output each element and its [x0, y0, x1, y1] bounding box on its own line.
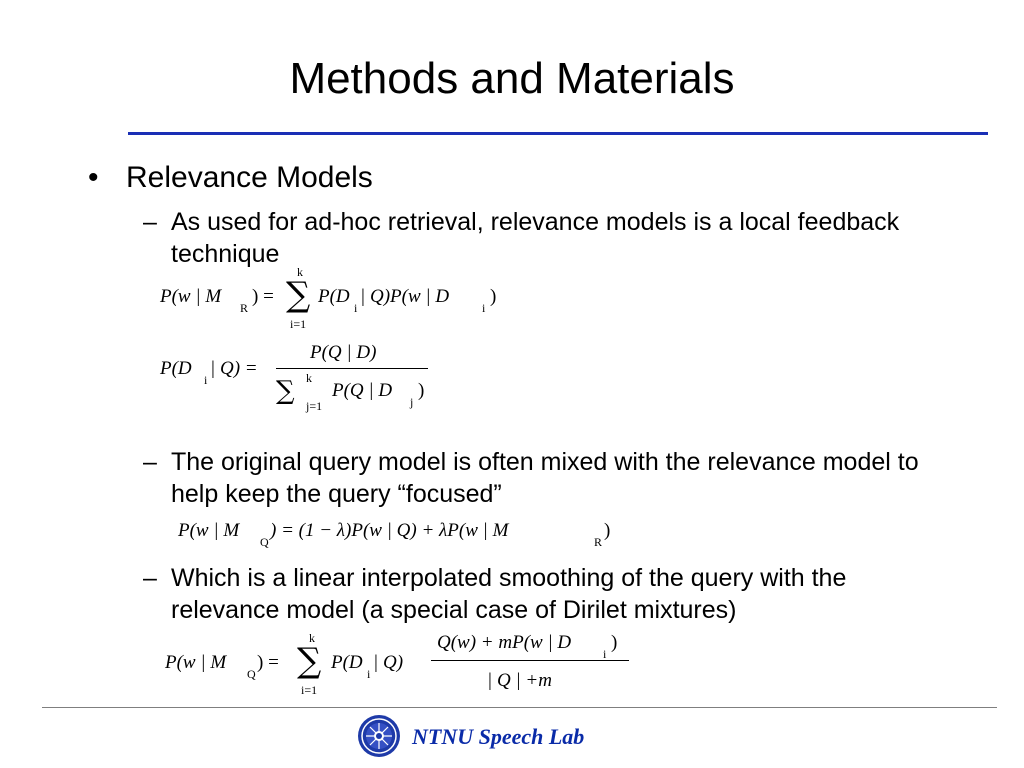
eq2-numerator: P(Q | D) [310, 342, 377, 363]
eq2-lhs-sub: i [204, 373, 208, 387]
eq4-mid-sub: i [367, 667, 371, 681]
eq3-part-a: P(w | M [178, 520, 240, 541]
eq4-denominator: | Q | +m [487, 670, 552, 691]
dash-marker-1: – [143, 208, 157, 236]
bullet-relevance-models: Relevance Models [126, 161, 373, 194]
eq4-lhs: P(w | M [165, 652, 227, 673]
eq1-rhs-close: ) [490, 286, 497, 307]
eq2-lhs: P(D [160, 358, 192, 379]
eq1-sum-sign: ∑ [286, 275, 311, 315]
equation-1 [160, 262, 520, 334]
footer-lab-name: NTNU Speech Lab [412, 724, 585, 749]
eq2-fraction-bar [276, 368, 428, 369]
eq1-lhs-close: ) = [252, 286, 274, 307]
eq4-mid: P(D [331, 652, 363, 673]
equation-3 [178, 518, 638, 550]
eq4-fraction-bar [431, 660, 629, 661]
eq2-sum-sign: ∑ [276, 376, 295, 406]
sub-bullet-1: As used for ad-hoc retrieval, relevance models is a local feedback technique [171, 208, 900, 268]
sub-bullet-2: The original query model is often mixed with the relevance model to help keep the query “focused” [171, 448, 919, 508]
equation-4 [165, 630, 645, 702]
eq2-den-upper: k [306, 371, 312, 385]
slide-title: Methods and Materials [289, 54, 735, 103]
eq4-lhs-close: ) = [257, 652, 279, 673]
eq4-numerator: Q(w) + mP(w | D [437, 632, 572, 653]
equation-2 [160, 340, 460, 420]
eq1-rhs: P(D [318, 286, 350, 307]
eq2-den-sub: j [410, 395, 414, 409]
eq1-sum-upper: k [297, 265, 303, 279]
eq1-lhs-sub: R [240, 301, 249, 315]
eq2-lhs-close: | Q) = [210, 358, 258, 379]
eq3-sub-r: R [594, 535, 603, 549]
footer-divider [42, 707, 997, 708]
ntnu-logo-icon [357, 714, 401, 758]
eq1-rhs-mid: | Q)P(w | D [360, 286, 450, 307]
eq4-sum-sign: ∑ [297, 641, 322, 681]
dash-marker-2: – [143, 448, 157, 476]
dash-marker-3: – [143, 564, 157, 592]
eq4-sum-lower: i=1 [301, 683, 318, 697]
eq2-denominator: P(Q | D [332, 380, 393, 401]
sub-bullet-3: Which is a linear interpolated smoothing of the query with the relevance model (a special case of Dirilet mixtures) [171, 564, 847, 624]
eq2-den-lower: j=1 [306, 399, 323, 413]
eq2-den-close: ) [418, 380, 425, 401]
eq3-sub-q: Q [260, 535, 269, 549]
title-underline [128, 132, 988, 135]
eq4-mid-close: | Q) [373, 652, 404, 673]
eq4-num-sub: i [603, 647, 607, 661]
eq4-num-close: ) [611, 632, 618, 653]
eq3-part-c: ) [604, 520, 611, 541]
eq3-part-b: ) = (1 − λ)P(w | Q) + λP(w | M [270, 520, 509, 541]
eq1-sum-lower: i=1 [290, 317, 307, 331]
eq4-sum-upper: k [309, 631, 315, 645]
eq1-rhs-sub2: i [482, 301, 486, 315]
eq1-rhs-sub1: i [354, 301, 358, 315]
eq1-lhs: P(w | M [160, 286, 222, 307]
eq4-lhs-sub: Q [247, 667, 256, 681]
bullet-marker: • [88, 161, 99, 194]
